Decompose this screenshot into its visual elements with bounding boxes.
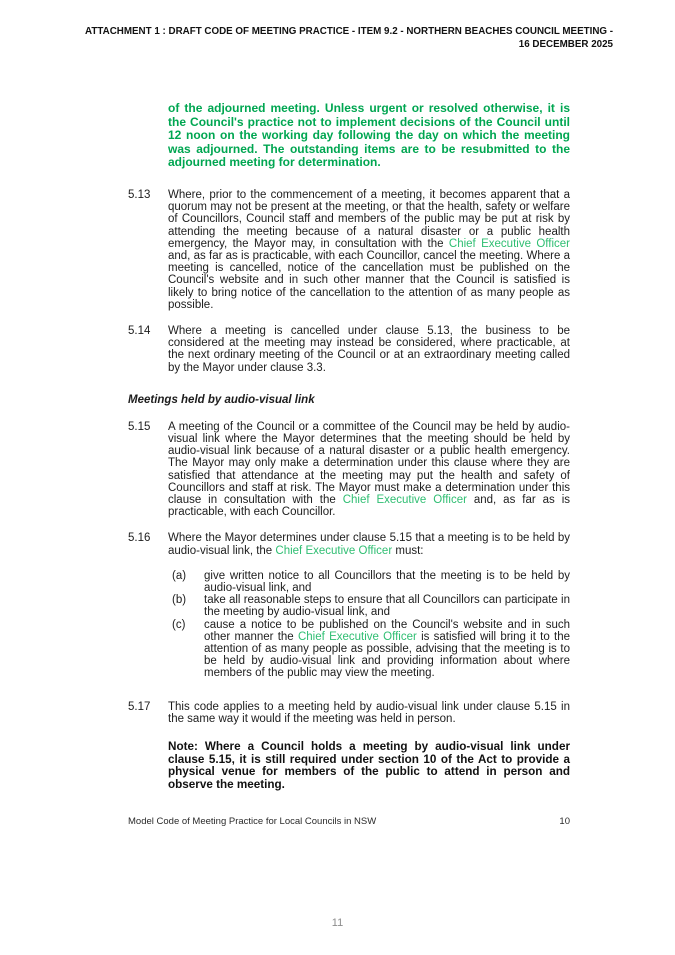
- subitem-text-segment: cause a notice to be published on the Council's website and in such other manner the: [204, 618, 570, 643]
- ceo-term-link[interactable]: Chief Executive Officer: [448, 237, 570, 250]
- clause-text-segment: and, as far as is practicable, with each Councillor, cancel the meeting. Where a meeting is cancelled, notice of the cancellation must be published on the Council's website and in such other manner that the Council is satisfied is likely to bring notice of the cancellation to the attention of as many people as possible.: [168, 249, 570, 311]
- clause-number: 5.17: [128, 700, 151, 713]
- clause-5-16-subitems: [172, 570, 570, 680]
- attachment-header-line1: ATTACHMENT 1 : DRAFT CODE OF MEETING PRACTICE - ITEM 9.2 - NORTHERN BEACHES COUNCIL MEETING -: [85, 26, 613, 37]
- clause-text: [168, 421, 570, 519]
- attachment-header: [47, 0, 613, 51]
- document-footer: [128, 816, 570, 828]
- section-heading-audio-visual-link: Meetings held by audio-visual link: [128, 393, 315, 406]
- adjourned-meeting-continuation-paragraph: of the adjourned meeting. Unless urgent or resolved otherwise, it is the Council's practice not to implement decisions of the Council until 12 noon on the working day following the day on which the meeting was adjourned. The outstanding items are to be resubmitted to the adjourned meeting for determination.: [168, 101, 570, 170]
- clause-5-17: [128, 701, 570, 725]
- clause-text-segment: Where, prior to the commencement of a meeting, it becomes apparent that a quorum may not be present at the meeting, or that the health, safety or welfare of Councillors, Council staff and members of the public may be put at risk by attending the meeting because of a natural disaster or a public health emergency, the Mayor may, in consultation with the: [168, 188, 570, 250]
- clause-5-15: [128, 421, 570, 519]
- clause-text-segment: must:: [392, 544, 424, 557]
- clause-text: This code applies to a meeting held by audio-visual link under clause 5.15 in the same way it would if the meeting was held in person.: [168, 700, 570, 725]
- footer-document-title: Model Code of Meeting Practice for Local Councils in NSW: [128, 815, 377, 827]
- subitem-text: take all reasonable steps to ensure that all Councillors can participate in the meeting by audio-visual link, and: [204, 594, 570, 619]
- subitem-c: [172, 619, 570, 680]
- clause-number: 5.14: [128, 325, 151, 337]
- subitem-text: [204, 619, 570, 680]
- subitem-text: give written notice to all Councillors that the meeting is to be held by audio-visual link, and: [204, 569, 570, 595]
- ceo-term-link[interactable]: Chief Executive Officer: [297, 630, 417, 643]
- clause-number: 5.13: [128, 188, 151, 201]
- viewer-page-number: 11: [331, 917, 344, 929]
- subitem-b: [172, 594, 570, 618]
- note-paragraph: Note: Where a Council holds a meeting by audio-visual link under clause 5.15, it is still required under section 10 of the Act to provide a physical venue for members of the public to attend in person and observe the meeting.: [168, 740, 570, 792]
- clause-text: [168, 532, 570, 556]
- clause-5-16: [128, 532, 570, 556]
- clause-text-segment: Where the Mayor determines under clause 5.15 that a meeting is to be held by audio-visual link, the: [168, 532, 570, 557]
- clause-text-segment: and, as far as is practicable, with each Councillor.: [168, 494, 570, 519]
- attachment-header-line2: 16 DECEMBER 2025: [518, 39, 613, 50]
- subitem-label: (c): [172, 618, 186, 631]
- clause-number: 5.16: [128, 532, 151, 545]
- subitem-label: (a): [172, 569, 187, 582]
- subitem-text-segment: is satisfied will bring it to the attention of as many people as possible, advising that the meeting is to be held by audio-visual link and providing information about where members of the public may view the meeting.: [204, 630, 570, 680]
- clause-number: 5.15: [128, 420, 151, 433]
- subitem-label: (b): [172, 594, 187, 607]
- footer-page-number: 10: [559, 815, 570, 827]
- clause-text-segment: A meeting of the Council or a committee of the Council may be held by audio-visual link where the Mayor determines that the meeting should be held by audio-visual link because of a natural disaster or a public health emergency. The Mayor may only make a determination under this clause where they are satisfied that attendance at the meeting may put the health and safety of Councillors and staff at risk. The Mayor must make a determination under this clause in consultation with the: [168, 420, 570, 507]
- clause-5-13: [128, 189, 570, 311]
- document-content: [128, 102, 570, 828]
- ceo-term-link[interactable]: Chief Executive Officer: [275, 544, 393, 557]
- clause-text: [168, 189, 570, 311]
- clause-text: Where a meeting is cancelled under clause 5.13, the business to be considered at the meeting may instead be considered, where practicable, at the next ordinary meeting of the Council or at an extraordinary meeting called by the Mayor under clause 3.3.: [168, 325, 570, 374]
- clause-5-14: [128, 325, 570, 374]
- ceo-term-link[interactable]: Chief Executive Officer: [342, 494, 467, 507]
- subitem-a: [172, 570, 570, 594]
